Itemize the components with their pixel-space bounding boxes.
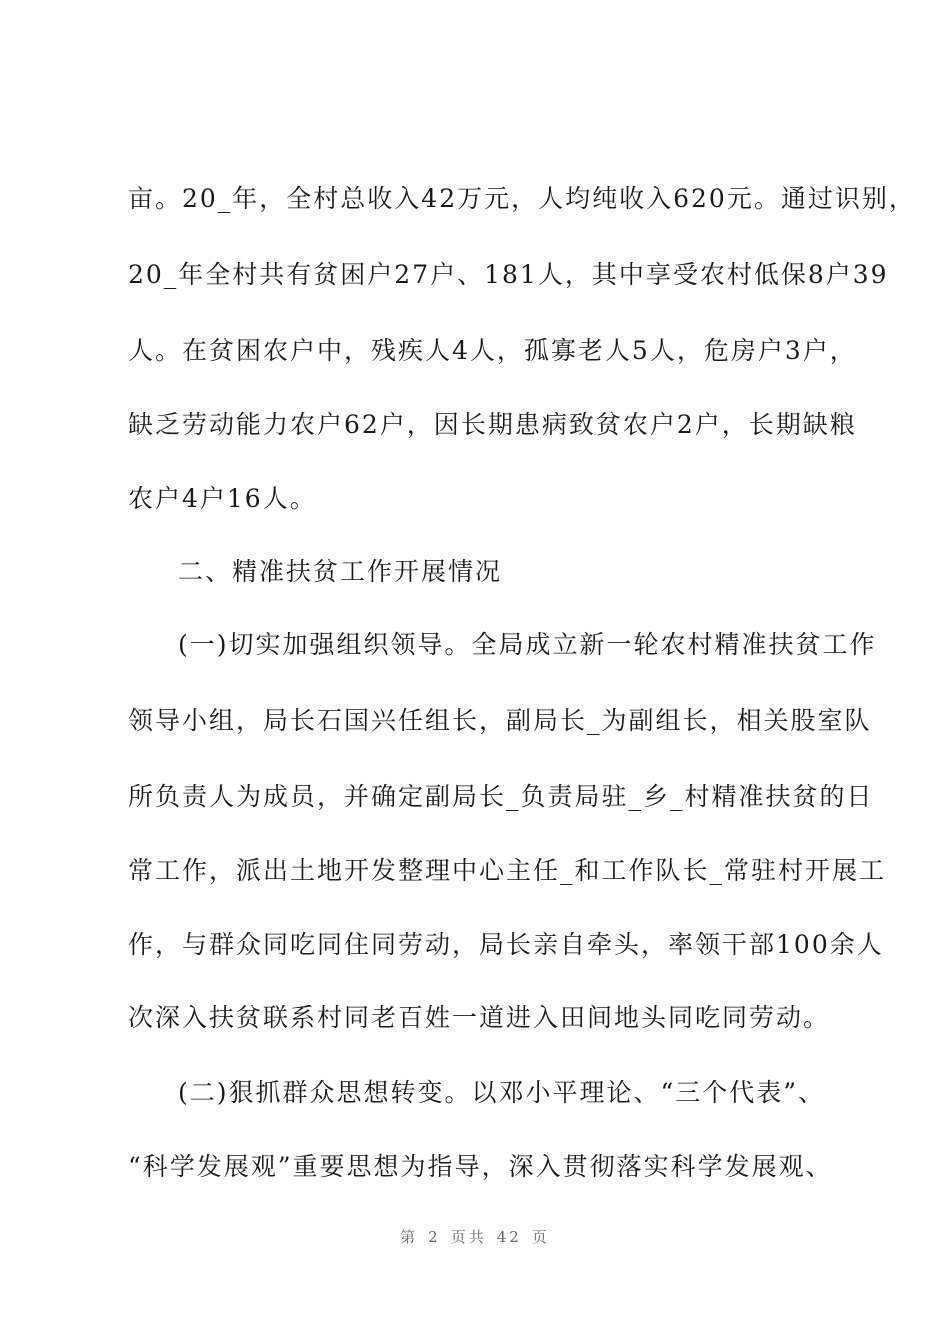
text-line: 缺乏劳动能力农户62户，因长期患病致贫农户2户，长期缺粮 [128,410,857,439]
footer-prefix: 第 [400,1228,419,1246]
footer-page-number: 2 [428,1228,441,1246]
text-line: 人。在贫困农户中，残疾人4人，孤寡老人5人，危房户3户， [128,336,857,365]
text-line: “科学发展观”重要思想为指导，深入贯彻落实科学发展观、 [128,1152,833,1181]
text-line: 常工作，派出土地开发整理中心主任_和工作队长_常驻村开展工 [128,856,887,885]
text-line: 亩。20_年，全村总收入42万元，人均纯收入620元。通过识别， [128,184,916,213]
text-line: 20_年全村共有贫困户27户、181人，其中享受农村低保8户39 [128,260,889,289]
page-footer [0,1226,950,1247]
text-line: 所负责人为成员，并确定副局长_负责局驻_乡_村精准扶贫的日 [128,782,874,811]
text-line: 领导小组，局长石国兴任组长，副局长_为副组长，相关股室队 [128,706,872,735]
text-line: (一)切实加强组织领导。全局成立新一轮农村精准扶贫工作 [178,630,877,659]
text-line: 农户4户16人。 [128,484,317,513]
section-heading: 二、精准扶贫工作开展情况 [178,557,503,586]
text-line: 作，与群众同吃同住同劳动，局长亲自牵头，率领干部100余人 [128,930,884,959]
text-line: 次深入扶贫联系村同老百姓一道进入田间地头同吃同劳动。 [128,1003,831,1032]
footer-suffix: 页 [531,1228,550,1246]
text-line: (二)狠抓群众思想转变。以邓小平理论、“三个代表”、 [178,1078,826,1107]
footer-total-pages: 42 [496,1228,522,1246]
footer-middle: 页共 [450,1228,487,1246]
